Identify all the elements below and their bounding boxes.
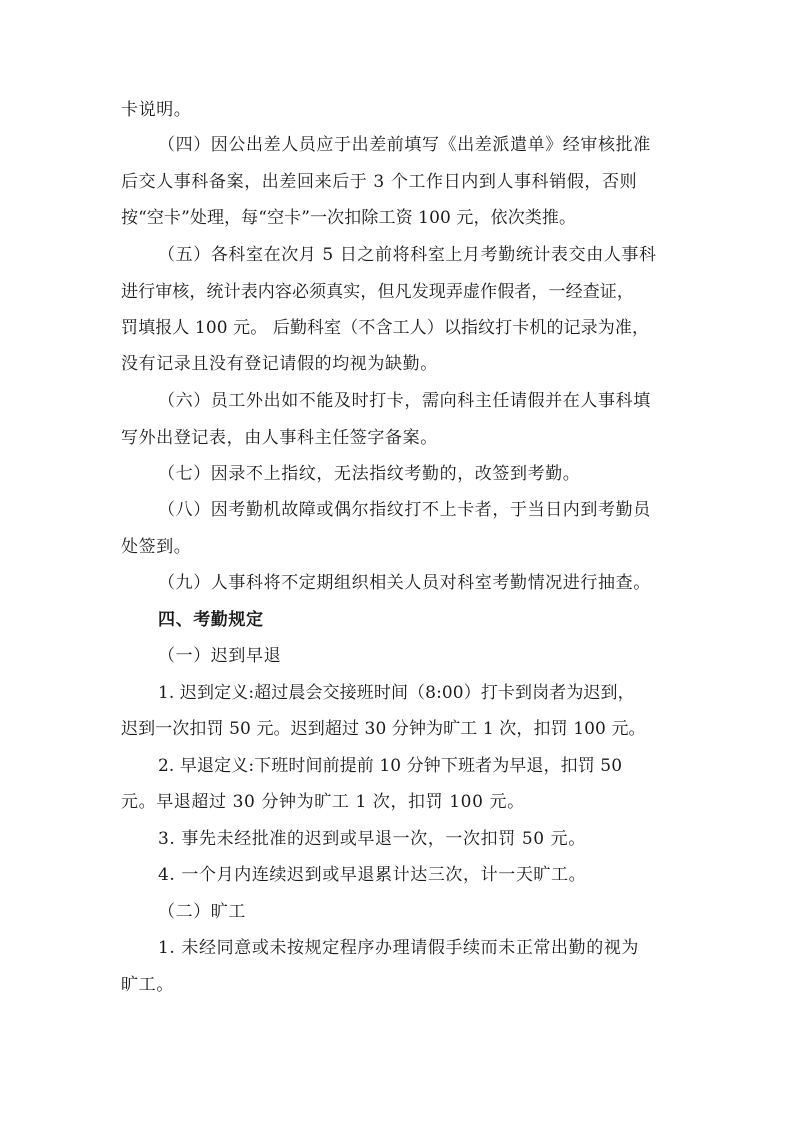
- section-heading: 四、考勤规定: [158, 610, 264, 630]
- text-line: （四）因公出差人员应于出差前填写《出差派遣单》经审核批准: [158, 135, 651, 155]
- text-line: 元。早退超过 30 分钟为旷工 1 次，扣罚 100 元。: [121, 792, 525, 812]
- text-line: 后交人事科备案，出差回来后于 3 个工作日内到人事科销假，否则: [121, 172, 638, 192]
- subsection-heading: （一）迟到早退: [158, 646, 282, 666]
- text-line: 卡说明。: [121, 100, 192, 120]
- text-line: （六）员工外出如不能及时打卡，需向科主任请假并在人事科填: [158, 391, 651, 411]
- text-line: 写外出登记表，由人事科主任签字备案。: [121, 428, 438, 448]
- text-line: 1. 未经同意或未按规定程序办理请假手续而未正常出勤的视为: [158, 938, 640, 958]
- text-line: （五）各科室在次月 5 日之前将科室上月考勤统计表交由人事科: [158, 245, 657, 265]
- subsection-heading: （二）旷工: [158, 902, 246, 922]
- text-line: 罚填报人 100 元。 后勤科室（不含工人）以指纹打卡机的记录为准，: [121, 318, 650, 338]
- text-line: （八）因考勤机故障或偶尔指纹打不上卡者，于当日内到考勤员: [158, 500, 651, 520]
- text-line: 处签到。: [121, 537, 192, 557]
- text-line: 没有记录且没有登记请假的均视为缺勤。: [121, 354, 438, 374]
- text-line: 2. 早退定义:下班时间前提前 10 分钟下班者为早退，扣罚 50: [158, 756, 623, 776]
- text-line: 4. 一个月内连续迟到或早退累计达三次，计一天旷工。: [158, 865, 587, 885]
- text-line: 旷工。: [121, 975, 174, 995]
- text-line: 1. 迟到定义:超过晨会交接班时间（8:00）打卡到岗者为迟到，: [158, 683, 635, 703]
- text-line: 进行审核，统计表内容必须真实，但凡发现弄虚作假者，一经查证，: [121, 282, 634, 302]
- text-line: 迟到一次扣罚 50 元。迟到超过 30 分钟为旷工 1 次，扣罚 100 元。: [121, 719, 646, 739]
- text-line: （九）人事科将不定期组织相关人员对科室考勤情况进行抽查。: [158, 573, 651, 593]
- text-line: 按“空卡”处理，每“空卡”一次扣除工资 100 元，依次类推。: [121, 208, 577, 228]
- text-line: （七）因录不上指纹，无法指纹考勤的，改签到考勤。: [158, 464, 581, 484]
- text-line: 3. 事先未经批准的迟到或早退一次，一次扣罚 50 元。: [158, 829, 586, 849]
